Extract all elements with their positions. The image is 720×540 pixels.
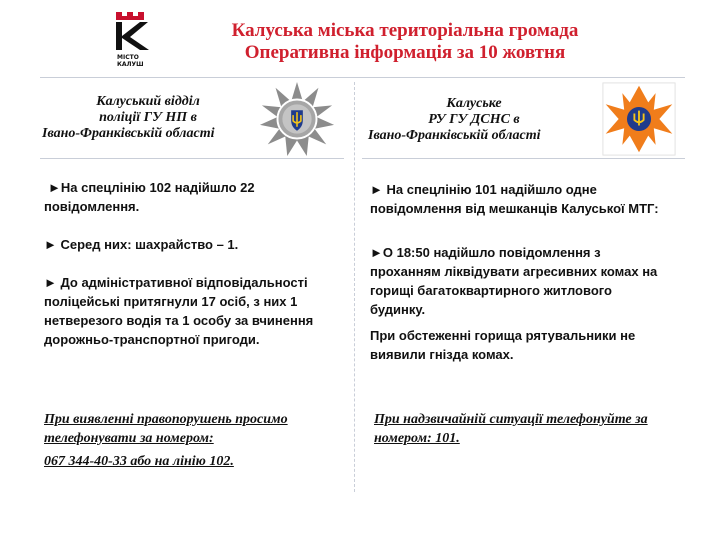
- police-contact-request: При виявленні правопорушень просимо телефонувати за номером:: [44, 412, 288, 446]
- svg-text:КАЛУШ: КАЛУШ: [117, 61, 144, 68]
- document-title: [170, 20, 640, 64]
- dsns-emblem-icon: [602, 82, 676, 156]
- rescue-item-calls: ► На спецлінію 101 надійшло одне повідомлення від мешканців Калуської МТГ:: [370, 182, 659, 216]
- rescue-contact: [374, 410, 674, 448]
- police-contact: [44, 410, 344, 471]
- police-heading-line-3: Івано-Франківській області: [42, 126, 215, 141]
- rescue-item-result: При обстеженні горища рятувальники не виявили гнізда комах.: [370, 328, 636, 362]
- police-item-calls: ►На спецлінію 102 надійшло 22 повідомлення.: [44, 180, 255, 214]
- rescue-item-incident: ►О 18:50 надійшло повідомлення з проханням ліквідувати агресивних комах на горищі багатоквартирного житлового будинку.: [370, 245, 658, 317]
- police-heading-divider: [40, 158, 344, 159]
- kalush-city-logo: [110, 10, 154, 72]
- rescue-report: [370, 180, 665, 364]
- title-line-1: Калуська міська територіальна громада: [231, 20, 579, 41]
- rescue-heading-line-3: Івано-Франківській області: [368, 128, 541, 143]
- police-contact-phone: 067 344-40-33 або на лінію 102.: [44, 454, 234, 469]
- rescue-heading: [368, 96, 580, 144]
- police-item-liability: ► До адміністративної відповідальності поліцейські притягнули 17 осіб, з них 1 нетверезого водія та 1 особу за вчинення дорожньо-транспортної пригоди.: [44, 275, 314, 347]
- svg-text:МІСТО: МІСТО: [117, 54, 139, 61]
- police-heading: [42, 94, 254, 142]
- column-divider: [354, 82, 355, 492]
- police-report: [44, 178, 344, 349]
- police-emblem-icon: [258, 80, 336, 158]
- rescue-heading-divider: [362, 158, 685, 159]
- rescue-heading-line-2: РУ ГУ ДСНС в: [428, 112, 520, 127]
- police-item-fraud: ► Серед них: шахрайство – 1.: [44, 237, 239, 252]
- police-heading-line-2: поліції ГУ НП в: [99, 110, 197, 125]
- rescue-contact-text: При надзвичайній ситуації телефонуйте за номером: 101.: [374, 412, 648, 446]
- top-divider: [40, 77, 685, 78]
- police-heading-line-1: Калуський відділ: [96, 94, 200, 109]
- rescue-heading-line-1: Калуське: [446, 96, 502, 111]
- title-line-2: Оперативна інформація за 10 жовтня: [244, 42, 566, 63]
